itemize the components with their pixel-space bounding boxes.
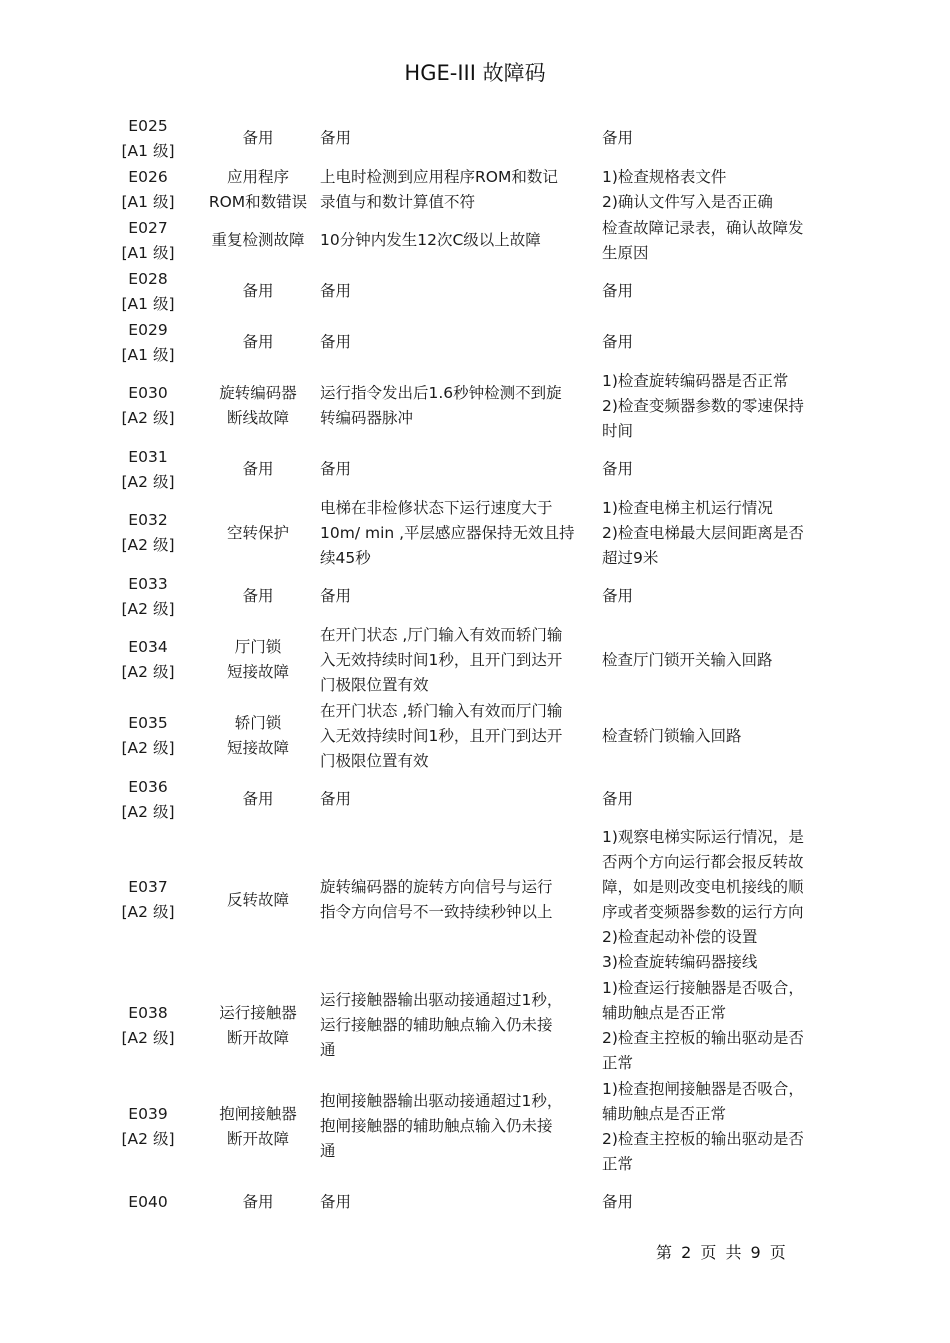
cell-line: 备用 bbox=[320, 587, 352, 605]
cell-line: 时间 bbox=[602, 421, 634, 440]
fault-solution-cell bbox=[602, 215, 834, 266]
cell-line: 厅门锁 bbox=[234, 638, 282, 656]
fault-solution-cell bbox=[602, 1177, 834, 1228]
cell-line: 2)检查主控板的输出驱动是否 bbox=[602, 1129, 804, 1148]
cell-line: 反转故障 bbox=[226, 890, 289, 909]
cell-line: [A1 级] bbox=[121, 192, 175, 211]
fault-description-cell bbox=[320, 1177, 602, 1228]
cell-line: 10分钟内发生12次C级以上故障 bbox=[320, 231, 541, 249]
fault-name-cell bbox=[196, 113, 320, 164]
cell-line: 辅助触点是否正常 bbox=[602, 1104, 727, 1123]
cell-line: 运行接触器的辅助触点输入仍未接 bbox=[320, 1016, 553, 1034]
cell-line: 3)检查旋转编码器接线 bbox=[602, 953, 758, 971]
table-row bbox=[100, 1177, 834, 1228]
cell-line: E025 bbox=[128, 116, 168, 135]
cell-line: 1)检查电梯主机运行情况 bbox=[602, 498, 773, 517]
fault-name-cell bbox=[196, 215, 320, 266]
cell-line: 障，如是则改变电机接线的顺 bbox=[602, 878, 804, 896]
cell-line: 备用 bbox=[320, 282, 352, 300]
fault-code-cell bbox=[100, 622, 196, 698]
cell-line: 备用 bbox=[242, 1193, 274, 1211]
fault-name-cell bbox=[196, 622, 320, 698]
fault-name-cell bbox=[196, 571, 320, 622]
fault-description-cell bbox=[320, 622, 602, 698]
fault-description-cell bbox=[320, 368, 602, 444]
cell-line: 备用 bbox=[242, 790, 274, 808]
fault-name-cell bbox=[196, 774, 320, 825]
fault-name-cell bbox=[196, 495, 320, 571]
cell-line: 指令方向信号不一致持续秒钟以上 bbox=[320, 903, 553, 921]
cell-line: 备用 bbox=[602, 460, 634, 478]
fault-solution-cell bbox=[602, 774, 834, 825]
cell-line: 备用 bbox=[320, 460, 352, 478]
fault-solution-cell bbox=[602, 317, 834, 368]
fault-code-table bbox=[100, 113, 834, 1228]
fault-code-cell bbox=[100, 113, 196, 164]
cell-line: 备用 bbox=[602, 790, 634, 808]
cell-line: 备用 bbox=[320, 1193, 352, 1211]
fault-code-cell bbox=[100, 774, 196, 825]
cell-line: 录值与和数计算值不符 bbox=[320, 192, 476, 211]
cell-line: 1)检查抱闸接触器是否吸合， bbox=[602, 1079, 804, 1098]
table-row bbox=[100, 266, 834, 317]
fault-description-cell bbox=[320, 317, 602, 368]
cell-line: 辅助触点是否正常 bbox=[602, 1003, 727, 1022]
cell-line: 抱闸接触器 bbox=[219, 1104, 297, 1123]
cell-line: 短接故障 bbox=[226, 663, 289, 681]
cell-line: E026 bbox=[128, 167, 168, 186]
cell-line: 2)检查变频器参数的零速保持 bbox=[602, 396, 804, 415]
fault-name-cell bbox=[196, 164, 320, 215]
fault-solution-cell bbox=[602, 266, 834, 317]
table-row bbox=[100, 698, 834, 774]
fault-code-cell bbox=[100, 1177, 196, 1228]
cell-line: 备用 bbox=[602, 333, 634, 351]
fault-description-cell bbox=[320, 444, 602, 495]
cell-line: E032 bbox=[128, 511, 168, 529]
cell-line: ROM和数错误 bbox=[208, 192, 308, 211]
cell-line: 旋转编码器 bbox=[219, 384, 297, 402]
fault-description-cell bbox=[320, 774, 602, 825]
cell-line: 检查轿门锁输入回路 bbox=[602, 726, 742, 745]
fault-code-cell bbox=[100, 266, 196, 317]
fault-name-cell bbox=[196, 1076, 320, 1177]
cell-line: E034 bbox=[128, 638, 168, 656]
fault-description-cell bbox=[320, 571, 602, 622]
cell-line: [A1 级] bbox=[121, 141, 175, 160]
cell-line: 重复检测故障 bbox=[211, 231, 305, 249]
fault-solution-cell bbox=[602, 1076, 834, 1177]
cell-line: 2)确认文件写入是否正确 bbox=[602, 192, 773, 211]
cell-line: E036 bbox=[128, 777, 168, 796]
cell-line: [A2 级] bbox=[121, 409, 175, 427]
fault-code-cell bbox=[100, 444, 196, 495]
cell-line: [A2 级] bbox=[121, 903, 175, 921]
cell-line: 电梯在非检修状态下运行速度大于 bbox=[320, 498, 553, 517]
fault-code-cell bbox=[100, 975, 196, 1076]
cell-line: 在开门状态 ,厅门输入有效而轿门输 bbox=[320, 625, 563, 644]
fault-code-cell bbox=[100, 571, 196, 622]
cell-line: [A1 级] bbox=[121, 243, 175, 262]
cell-line: 门极限位置有效 bbox=[320, 675, 429, 694]
cell-line: 运行指令发出后1.6秒钟检测不到旋 bbox=[320, 384, 562, 402]
cell-line: 备用 bbox=[242, 460, 274, 478]
fault-description-cell bbox=[320, 495, 602, 571]
fault-code-cell bbox=[100, 825, 196, 975]
cell-line: [A1 级] bbox=[121, 345, 175, 364]
cell-line: 断开故障 bbox=[226, 1129, 289, 1148]
cell-line: 备用 bbox=[242, 587, 274, 605]
cell-line: E027 bbox=[128, 218, 168, 237]
cell-line: E040 bbox=[128, 1193, 168, 1211]
cell-line: [A2 级] bbox=[121, 536, 175, 554]
cell-line: 1)检查运行接触器是否吸合， bbox=[602, 978, 804, 997]
cell-line: [A2 级] bbox=[121, 599, 175, 618]
page-title: HGE-III 故障码 bbox=[404, 61, 546, 85]
cell-line: 备用 bbox=[602, 282, 634, 300]
fault-solution-cell bbox=[602, 698, 834, 774]
cell-line: 空转保护 bbox=[226, 523, 289, 542]
page-footer: 第 2 页 共 9 页 bbox=[656, 1243, 786, 1262]
cell-line: E031 bbox=[128, 447, 168, 466]
cell-line: [A2 级] bbox=[121, 663, 175, 681]
cell-line: 正常 bbox=[602, 1154, 634, 1173]
fault-description-cell bbox=[320, 266, 602, 317]
table-row bbox=[100, 113, 834, 164]
fault-code-cell bbox=[100, 317, 196, 368]
cell-line: [A2 级] bbox=[121, 1028, 175, 1047]
cell-line: E028 bbox=[128, 269, 168, 288]
cell-line: 2)检查起动补偿的设置 bbox=[602, 928, 758, 946]
cell-line: 检查厅门锁开关输入回路 bbox=[602, 650, 773, 669]
cell-line: 上电时检测到应用程序ROM和数记 bbox=[320, 167, 558, 186]
cell-line: 1)观察电梯实际运行情况，是 bbox=[602, 828, 804, 846]
cell-line: 备用 bbox=[320, 129, 352, 147]
cell-line: 10m/ min ,平层感应器保持无效且持 bbox=[320, 523, 575, 542]
fault-name-cell bbox=[196, 975, 320, 1076]
fault-code-cell bbox=[100, 215, 196, 266]
cell-line: 旋转编码器的旋转方向信号与运行 bbox=[320, 878, 553, 896]
fault-name-cell bbox=[196, 266, 320, 317]
cell-line: E033 bbox=[128, 574, 168, 593]
cell-line: 运行接触器输出驱动接通超过1秒， bbox=[320, 991, 563, 1009]
table-row bbox=[100, 825, 834, 975]
cell-line: E039 bbox=[128, 1104, 168, 1123]
fault-solution-cell bbox=[602, 368, 834, 444]
cell-line: 抱闸接触器的辅助触点输入仍未接 bbox=[320, 1117, 553, 1135]
cell-line: 生原因 bbox=[602, 243, 649, 262]
cell-line: E030 bbox=[128, 384, 168, 402]
fault-solution-cell bbox=[602, 825, 834, 975]
cell-line: 备用 bbox=[602, 129, 634, 147]
cell-line: 2)检查电梯最大层间距离是否 bbox=[602, 523, 804, 542]
table-row bbox=[100, 164, 834, 215]
cell-line: 2)检查主控板的输出驱动是否 bbox=[602, 1028, 804, 1047]
cell-line: 短接故障 bbox=[226, 739, 289, 757]
table-row bbox=[100, 774, 834, 825]
table-row bbox=[100, 571, 834, 622]
table-row bbox=[100, 215, 834, 266]
cell-line: 转编码器脉冲 bbox=[320, 409, 414, 427]
fault-code-cell bbox=[100, 698, 196, 774]
cell-line: 应用程序 bbox=[226, 167, 289, 186]
cell-line: [A2 级] bbox=[121, 739, 175, 757]
cell-line: E029 bbox=[128, 320, 168, 339]
table-row bbox=[100, 317, 834, 368]
cell-line: 1)检查旋转编码器是否正常 bbox=[602, 371, 789, 390]
fault-solution-cell bbox=[602, 164, 834, 215]
cell-line: 运行接触器 bbox=[219, 1003, 297, 1022]
fault-name-cell bbox=[196, 368, 320, 444]
cell-line: 断线故障 bbox=[226, 409, 289, 427]
cell-line: 通 bbox=[320, 1041, 336, 1059]
cell-line: [A2 级] bbox=[121, 802, 175, 821]
fault-code-cell bbox=[100, 368, 196, 444]
cell-line: E037 bbox=[128, 878, 168, 896]
table-row bbox=[100, 368, 834, 444]
fault-name-cell bbox=[196, 825, 320, 975]
fault-code-cell bbox=[100, 1076, 196, 1177]
cell-line: 入无效持续时间1秒，且开门到达开 bbox=[320, 726, 563, 745]
fault-description-cell bbox=[320, 1076, 602, 1177]
cell-line: 备用 bbox=[320, 790, 352, 808]
fault-name-cell bbox=[196, 317, 320, 368]
fault-description-cell bbox=[320, 975, 602, 1076]
fault-solution-cell bbox=[602, 622, 834, 698]
cell-line: E038 bbox=[128, 1003, 168, 1022]
fault-solution-cell bbox=[602, 975, 834, 1076]
cell-line: 备用 bbox=[602, 587, 634, 605]
fault-description-cell bbox=[320, 164, 602, 215]
table-row bbox=[100, 444, 834, 495]
cell-line: 备用 bbox=[242, 129, 274, 147]
fault-description-cell bbox=[320, 113, 602, 164]
cell-line: 备用 bbox=[602, 1193, 634, 1211]
cell-line: 备用 bbox=[242, 282, 274, 300]
cell-line: 门极限位置有效 bbox=[320, 751, 429, 770]
cell-line: 抱闸接触器输出驱动接通超过1秒， bbox=[320, 1092, 563, 1110]
fault-description-cell bbox=[320, 698, 602, 774]
table-row bbox=[100, 1076, 834, 1177]
fault-solution-cell bbox=[602, 113, 834, 164]
cell-line: [A2 级] bbox=[121, 1129, 175, 1148]
cell-line: 轿门锁 bbox=[234, 714, 282, 732]
table-row bbox=[100, 975, 834, 1076]
fault-solution-cell bbox=[602, 444, 834, 495]
cell-line: 正常 bbox=[602, 1053, 634, 1072]
cell-line: [A1 级] bbox=[121, 294, 175, 313]
fault-description-cell bbox=[320, 215, 602, 266]
fault-solution-cell bbox=[602, 495, 834, 571]
fault-name-cell bbox=[196, 1177, 320, 1228]
cell-line: 断开故障 bbox=[226, 1028, 289, 1047]
fault-solution-cell bbox=[602, 571, 834, 622]
fault-code-cell bbox=[100, 164, 196, 215]
cell-line: 备用 bbox=[320, 333, 352, 351]
table-row bbox=[100, 622, 834, 698]
fault-name-cell bbox=[196, 444, 320, 495]
fault-name-cell bbox=[196, 698, 320, 774]
cell-line: 否两个方向运行都会报反转故 bbox=[602, 853, 804, 871]
fault-description-cell bbox=[320, 825, 602, 975]
cell-line: 入无效持续时间1秒，且开门到达开 bbox=[320, 650, 563, 669]
cell-line: 备用 bbox=[242, 333, 274, 351]
cell-line: [A2 级] bbox=[121, 472, 175, 491]
cell-line: 1)检查规格表文件 bbox=[602, 167, 727, 186]
cell-line: 在开门状态 ,轿门输入有效而厅门输 bbox=[320, 701, 563, 720]
cell-line: E035 bbox=[128, 714, 168, 732]
cell-line: 检查故障记录表，确认故障发 bbox=[602, 218, 804, 237]
table-row bbox=[100, 495, 834, 571]
cell-line: 通 bbox=[320, 1142, 336, 1160]
cell-line: 续45秒 bbox=[320, 548, 371, 567]
fault-code-cell bbox=[100, 495, 196, 571]
cell-line: 超过9米 bbox=[602, 548, 659, 567]
cell-line: 序或者变频器参数的运行方向 bbox=[602, 903, 804, 921]
